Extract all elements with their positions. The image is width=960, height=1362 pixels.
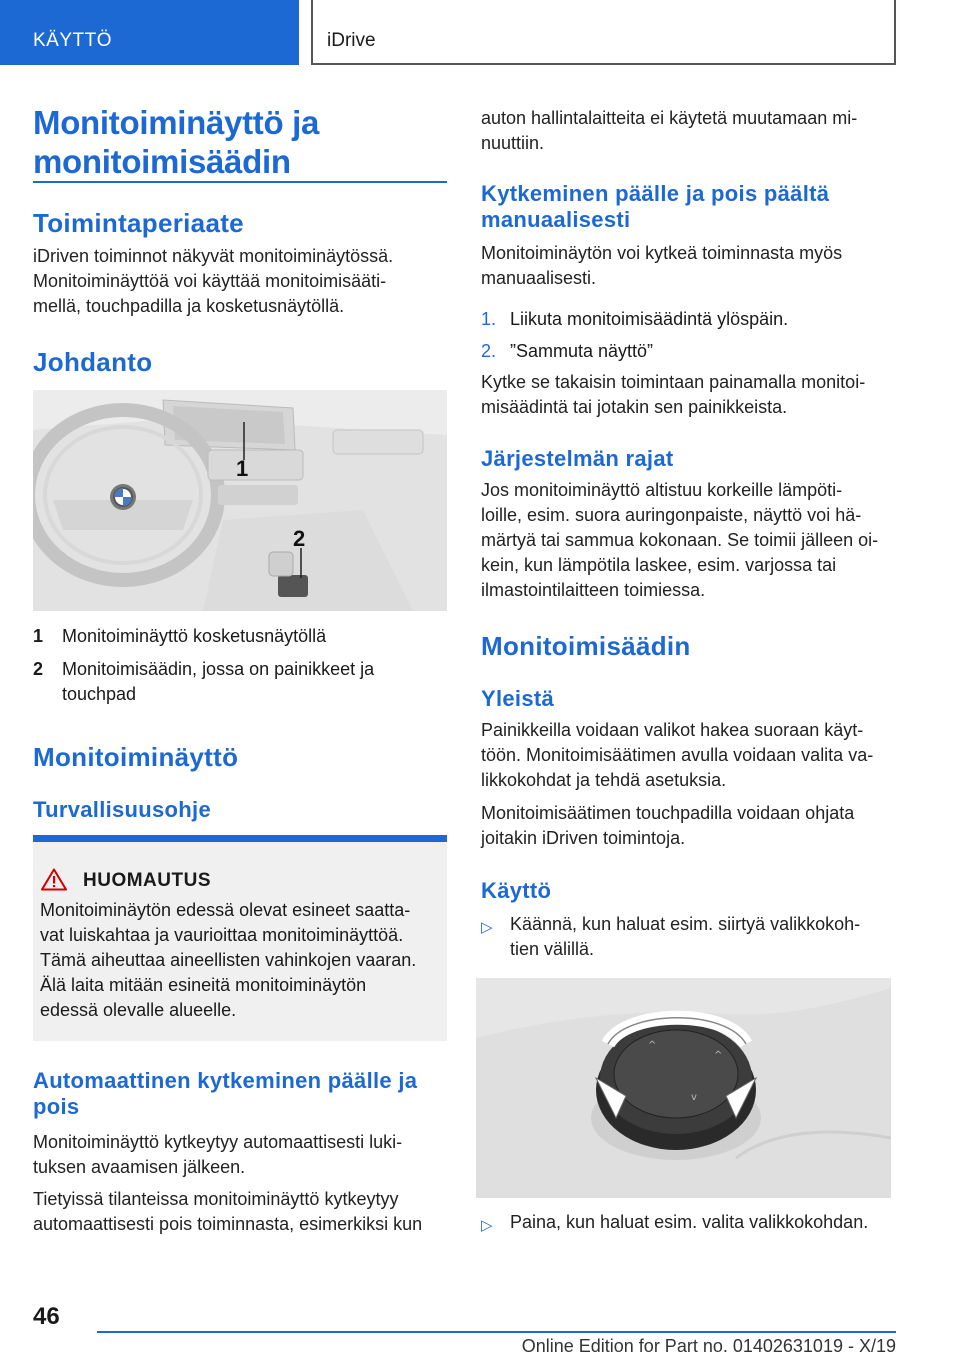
- paragraph-continued: auton hallintalaitteita ei käytetä muutamaan mi‐ nuuttiin.: [481, 108, 858, 153]
- triangle-right-icon: ▷: [481, 919, 493, 936]
- heading-monitoiminaytto: Monitoiminäyttö: [33, 742, 239, 772]
- svg-text:^: ^: [714, 1050, 723, 1061]
- callout-1: 1: [236, 456, 249, 481]
- section-tab: KÄYTTÖ: [0, 0, 299, 65]
- heading-kytkeminen-manuaalisesti: Kytkeminen päälle ja pois päältä manuaalisesti: [481, 181, 830, 232]
- paragraph-jarjestelman-rajat: Jos monitoiminäyttö altistuu korkeille lämpöti‐ loille, esim. suora auringonpaiste, näyttö voi hä‐ märtyä tai sammua kokonaan. Se toimii jälleen oi‐ kein, kun lämpötila laskee, esim. varjossa tai ilmastointilaitteen toimiessa.: [481, 480, 879, 600]
- paragraph-yleista-1: Painikkeilla voidaan valikot hakea suoraan käyt‐ töön. Monitoimisäätimen avulla voidaan valita va‐ likkokohdat ja tehdä asetuksia.: [481, 720, 874, 790]
- page-number: 46: [33, 1303, 60, 1330]
- heading-toimintaperiaate: Toimintaperiaate: [33, 208, 244, 238]
- paragraph-yleista-2: Monitoimisäätimen touchpadilla voidaan ohjata joitakin iDriven toimintoja.: [481, 803, 855, 848]
- triangle-right-icon: ▷: [481, 1217, 493, 1234]
- heading-monitoimisaadin: Monitoimisäädin: [481, 631, 691, 661]
- chapter-title: Monitoiminäyttö ja monitoimisäädin: [33, 104, 320, 180]
- edition-footer: Online Edition for Part no. 01402631019 - X/19: [521, 1336, 896, 1356]
- svg-text:^: ^: [648, 1040, 657, 1051]
- notice-text: Monitoiminäytön edessä olevat esineet saatta‐ vat luiskahtaa ja vaurioittaa monitoiminäyttöä. Tämä aiheuttaa aineellisten vahinkojen vaaran. Älä laita mitään esineitä monitoiminäytön edessä olevalle alueelle.: [40, 900, 417, 1020]
- heading-jarjestelman-rajat: Järjestelmän rajat: [481, 446, 674, 471]
- paragraph-automaattinen-2: Tietyissä tilanteissa monitoiminäyttö kytkeytyy automaattisesti pois toiminnasta, esimerkiksi kun: [33, 1189, 423, 1234]
- notice-box: [33, 835, 447, 1041]
- heading-turvallisuusohje: Turvallisuusohje: [33, 797, 211, 822]
- notice-title: HUOMAUTUS: [83, 870, 211, 891]
- paragraph-automaattinen-1: Monitoiminäyttö kytkeytyy automaattisesti luki‐ tuksen avaamisen jälkeen.: [33, 1132, 403, 1177]
- cockpit-illustration: [33, 390, 447, 611]
- paragraph-kytke-takaisin: Kytke se takaisin toimintaan painamalla monitoi‐ misäädintä tai jotakin sen painikkeista.: [481, 372, 866, 417]
- warning-triangle-icon: [41, 868, 67, 891]
- bullet-item: ▷ Käännä, kun haluat esim. siirtyä valikkokoh‐ tien välillä.: [481, 914, 861, 959]
- title-rule: [33, 181, 447, 183]
- heading-automaattinen: Automaattinen kytkeminen päälle ja pois: [33, 1068, 418, 1119]
- paragraph-manuaalisesti: Monitoiminäytön voi kytkeä toiminnasta myös manuaalisesti.: [481, 243, 843, 288]
- heading-yleista: Yleistä: [481, 686, 555, 711]
- footer-rule: [97, 1331, 896, 1333]
- topic-header: iDrive: [311, 0, 896, 65]
- svg-text:v: v: [691, 1092, 697, 1103]
- heading-johdanto: Johdanto: [33, 347, 153, 377]
- paragraph-toimintaperiaate: iDriven toiminnot näkyvät monitoiminäytössä. Monitoiminäyttöä voi käyttää monitoimisääti‐ mellä, touchpadilla ja kosketusnäytöllä.: [33, 246, 394, 316]
- heading-kaytto: Käyttö: [481, 878, 552, 903]
- callout-2: 2: [293, 526, 306, 551]
- controller-illustration: [476, 978, 891, 1198]
